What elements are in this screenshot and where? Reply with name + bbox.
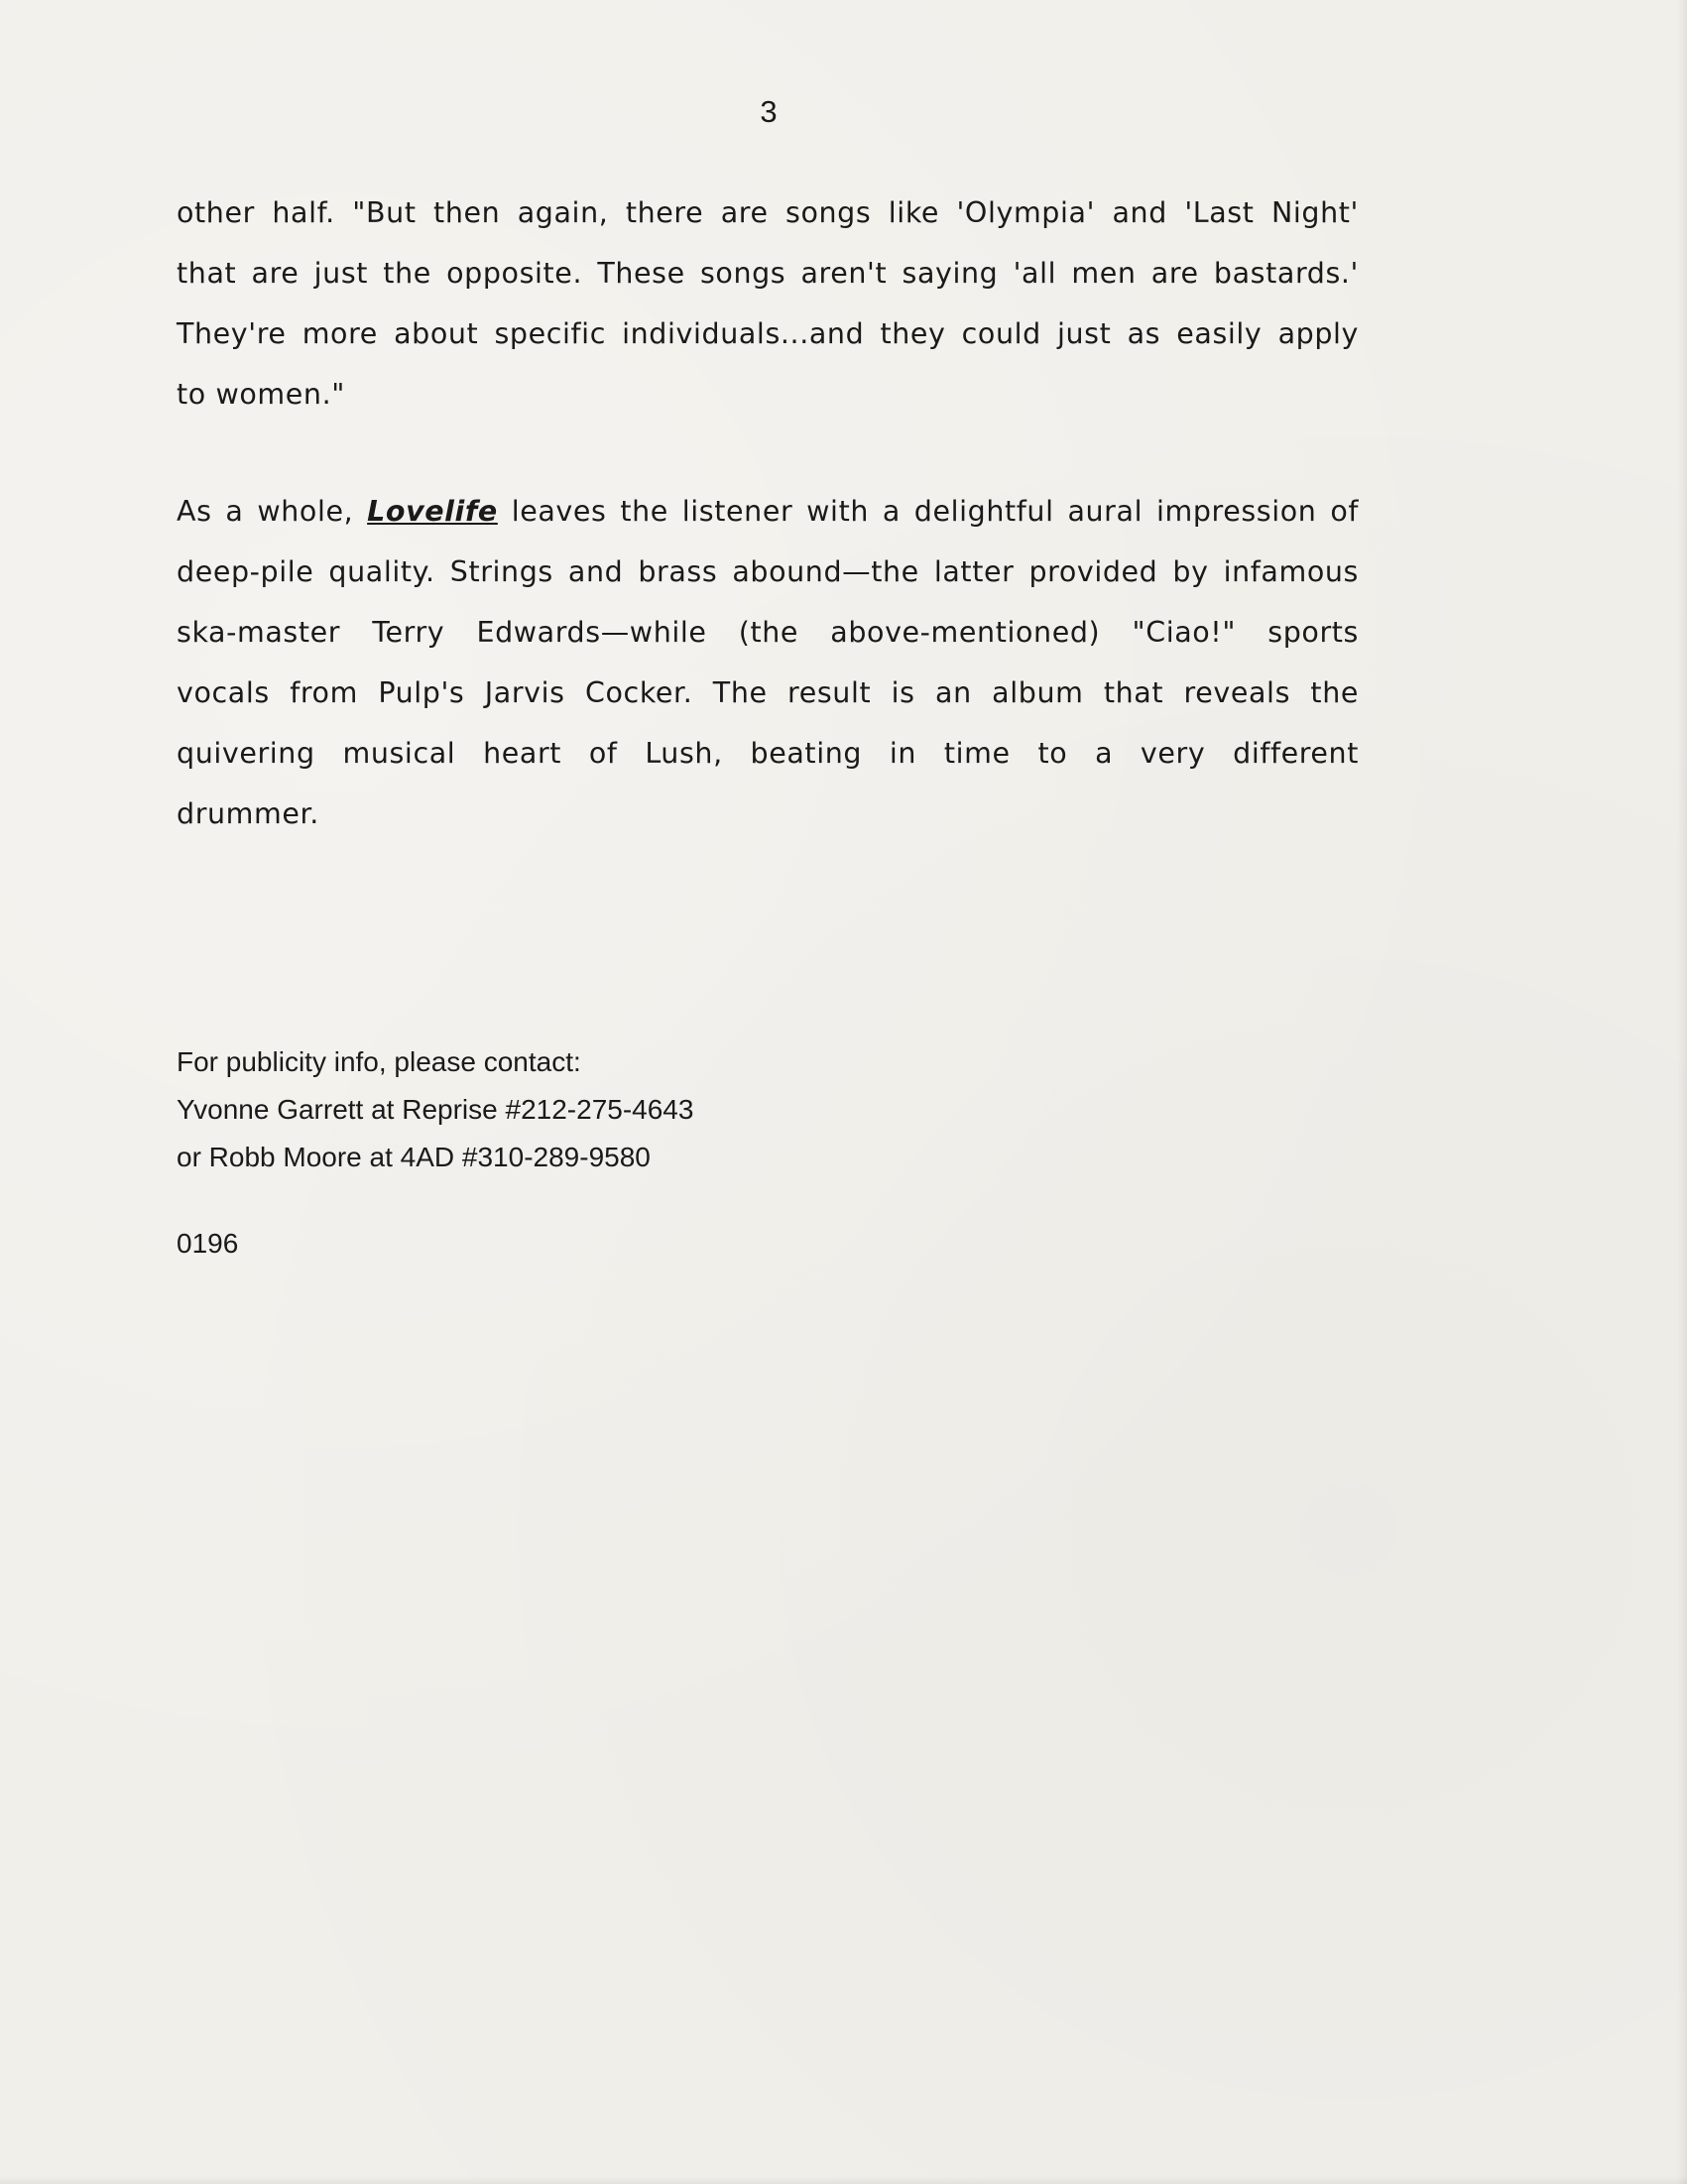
line-prefix: As a whole, — [177, 495, 354, 528]
paragraph-quote — [177, 182, 1359, 425]
paper-bottom-shadow — [0, 2176, 1687, 2184]
page-number: 3 — [760, 94, 778, 129]
paragraph-line: deep-pile quality. Strings and brass abound—the latter provided by infamous — [177, 555, 1359, 588]
paragraph-album-summary — [177, 481, 1359, 844]
publicity-contact-block — [177, 1038, 693, 1181]
paragraph-line: They're more about specific individuals...and they could just as easily apply — [177, 317, 1359, 350]
line-suffix: leaves the listener with a delightful aural impression of — [511, 495, 1359, 528]
document-code: 0196 — [177, 1228, 239, 1259]
paragraph-line: vocals from Pulp's Jarvis Cocker. The result is an album that reveals the — [177, 676, 1359, 709]
paragraph-line: quivering musical heart of Lush, beating in time to a very different — [177, 737, 1359, 770]
paragraph-line: ska-master Terry Edwards—while (the above-mentioned) "Ciao!" sports — [177, 616, 1359, 649]
album-title: Lovelife — [367, 495, 498, 528]
contact-reprise: Yvonne Garrett at Reprise #212-275-4643 — [177, 1094, 694, 1125]
paragraph-line: to women." — [177, 378, 345, 411]
paper-edge-shadow — [1677, 0, 1687, 2184]
contact-4ad: or Robb Moore at 4AD #310-289-9580 — [177, 1142, 651, 1172]
contact-heading: For publicity info, please contact: — [177, 1046, 581, 1077]
paragraph-line: that are just the opposite. These songs aren't saying 'all men are bastards.' — [177, 257, 1359, 290]
paragraph-line: drummer. — [177, 797, 319, 830]
paragraph-line — [177, 481, 1359, 542]
paragraph-line: other half. "But then again, there are songs like 'Olympia' and 'Last Night' — [177, 196, 1359, 229]
